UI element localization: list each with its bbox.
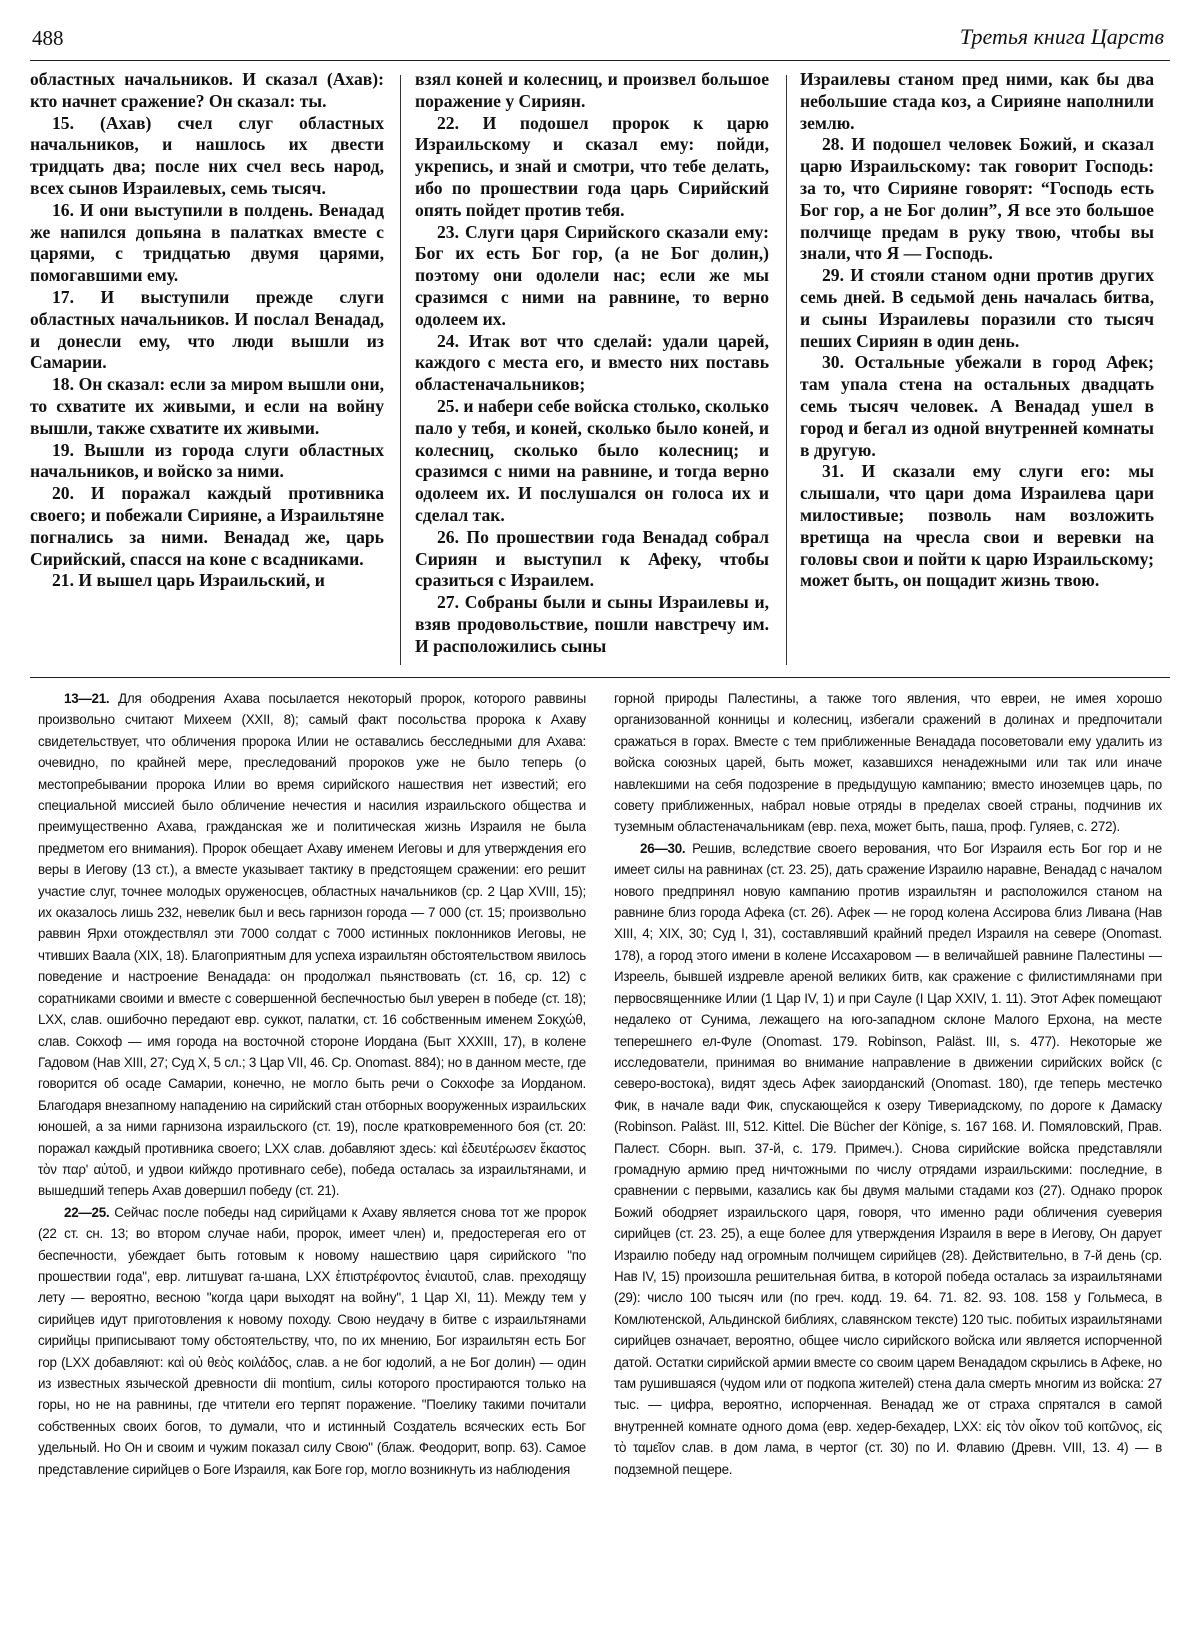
verse-paragraph: 26. По прошествии года Венадад собрал Сириян и выступил к Афеку, чтобы сразиться с Израилем. [415, 526, 769, 591]
column-divider [400, 75, 401, 665]
verse-paragraph: 16. И они выступили в полдень. Венадад же напился допьяна в палатках вместе с царями, с тридцатью двумя царями, помогавшими ему. [30, 199, 384, 286]
verse-paragraph: 19. Вышли из города слуги областных начальников, и войско за ними. [30, 439, 384, 482]
commentary-paragraph [38, 688, 586, 1202]
commentary-text: горной природы Палестины, а также того явления, что евреи, не имея хорошо организованной конницы и колесниц, избегали сражений в долинах и предпочитали сражаться в горах. Вместе с тем приближенные Венадада посоветовали ему удалить из войска союзных царей, быть может, казавшихся ненадежными или так или иначе навлекшими на себя подозрение в предыдущую кампанию; вместо иноземцев царь, по совету приближенных, набрал новые отряды в пределах своей страны, подчинив их туземным областеначальникам (евр. пеха, может быть, паша, проф. Гуляев, с. 272). [614, 691, 1162, 835]
running-title: Третья книга Царств [959, 24, 1164, 49]
verse-paragraph: 20. И поражал каждый противника своего; и побежали Сирияне, а Израильтяне погнались за ними. Венадад же, царь Сирийский, спасся на коне с всадниками. [30, 483, 384, 569]
verse-paragraph: областных начальников. И сказал (Ахав): кто начнет сражение? Он сказал: ты. [30, 69, 384, 111]
verse-paragraph: 30. Остальные убежали в город Афек; там упала стена на остальных двадцать семь тысяч человек. А Венадад ушел в город и бегал из одной внутренней комнаты в другую. [800, 352, 1154, 460]
verse-paragraph: 27. Собраны были и сыны Израилевы и, взяв продовольствие, пошли навстречу им. И расположились сыны [415, 592, 769, 656]
verse-paragraph: 23. Слуги царя Сирийского сказали ему: Бог их есть Бог гор, (а не Бог долин,) поэтому они одолели нас; если же мы сразимся с ними на равнине, то верно одолеем их. [415, 221, 769, 329]
verse-range-ref: 26—30. [640, 840, 686, 856]
verse-paragraph: 17. И выступили прежде слуги областных начальников. И послал Венадад, и донесли ему, что люди вышли из Самарии. [30, 286, 384, 373]
verse-paragraph: 31. И сказали ему слуги его: мы слышали, что цари дома Израилева цари милостивые; позволь нам возложить вретища на чресла свои и веревки на головы свои и пойти к царю Израильскому; может быть, он пощадит жизнь твою. [800, 461, 1154, 591]
verse-paragraph: 15. (Ахав) счел слуг областных начальников, и нашлось их двести тридцать два; после них счел весь народ, всех сынов Израилевых, семь тысяч. [30, 112, 384, 198]
commentary-paragraph [614, 688, 1162, 838]
commentary-text: Сейчас после победы над сирийцами к Ахаву является снова тот же пророк (22 ст. сн. 13; во втором случае наби, пророк, имеет член) и, предостерегая его от беспечности, убеждает быть готовым к новому нашествию царя сирийского "по прошествии года", евр. литшуват га-шана, LXX ἐπιστρέφοντος ἐνιαυτοῦ, слав. преходящу лету — вероятно, весною "когда цари выходят на войну", 1 Цар XI, 11). Между тем у сирийцев идут приготовления к новому походу. Свою неудачу в битве с израильтянами сирийцы приписывают тому обстоятельству, что, по их мнению, Бог израильтян есть Бог гор (LXX добавляют: καὶ οὐ θεὸς κοιλάδος, слав. а не бог юдолий, а не Бог долин) — один из известных языческой древности dii montium, силы которого простираются только на горы, но не на равнины, где чтители его терпят поражение. "Поелику такими почитали собственных своих богов, то думали, что и истинный Создатель всяческих есть Бог удельный. Но Он и своим и чужим показал силу Свою" (блаж. Феодорит, вопр. 63). Самое представление сирийцев о Боге Израиля, как Боге гор, могло возникнуть из наблюдения [38, 1204, 586, 1477]
text-column-2 [415, 69, 769, 669]
verse-paragraph: взял коней и колесниц, и произвел большое поражение у Сириян. [415, 69, 769, 111]
text-column-3 [800, 69, 1154, 669]
verse-paragraph: Израилевы станом пред ними, как бы два небольшие стада коз, а Сирияне наполнили землю. [800, 69, 1154, 133]
book-page [30, 20, 1170, 1620]
commentary-column-right [614, 688, 1162, 1618]
section-divider [30, 677, 1170, 678]
verse-paragraph: 18. Он сказал: если за миром вышли они, то схватите их живыми, и если на войну вышли, также схватите их живыми. [30, 374, 384, 438]
commentary-paragraph [614, 838, 1162, 1480]
page-number: 488 [32, 26, 64, 50]
running-header [30, 20, 1170, 61]
verse-paragraph: 21. И вышел царь Израильский, и [52, 570, 325, 591]
verse-paragraph: 29. И стояли станом одни против других семь дней. В седьмой день началась битва, и сыны Израилевы поразили сто тысяч пеших Сириян в один день. [800, 265, 1154, 351]
column-divider [786, 75, 787, 665]
verse-paragraph: 25. и набери себе войска столько, сколько пало у тебя, и коней, сколько было коней, и колесниц, сколько было колесниц; и сразимся с ними на равнине, и тогда верно одолеем их. И послушался он голоса их и сделал так. [415, 395, 769, 525]
scripture-text [30, 69, 1170, 669]
commentary-column-left [38, 688, 586, 1618]
commentary-section [30, 688, 1170, 1618]
verse-range-ref: 13—21. [64, 691, 110, 706]
verse-range-ref: 22—25. [64, 1204, 110, 1220]
verse-paragraph: 22. И подошел пророк к царю Израильскому и сказал ему: пойди, укрепись, и знай и смотри, что тебе делать, ибо по прошествии года царь Сирийский опять пойдет против тебя. [415, 112, 769, 220]
verse-paragraph: 24. Итак вот что сделай: удали царей, каждого с места его, и вместо них поставь областеначальников; [415, 330, 769, 395]
commentary-paragraph [38, 1202, 586, 1480]
text-column-1 [30, 69, 384, 669]
commentary-text: Решив, вследствие своего верования, что Бог Израиля есть Бог гор и не имеет силы на равнинах (ст. 23. 25), дать сражение Израилю наравне, Венадад с началом нового предпринял новую кампанию против израильтян и расположился станом на равнине близ города Афека (ст. 26). Афек — не город колена Ассирова близ Ливана (Нав XIII, 4; XIX, 30; Суд I, 31), составлявший крайний предел Израиля на севере (Onomast. 178), а город этого имени в колене Иссахаровом — в величайшей равнине Палестины — Изреель, бывшей издревле ареной великих битв, как сражение с филистимлянами при первосвященнике Илии (1 Цар IV, 1) и при Сауле (I Цар XXIV, 1. 11). Этот Афек помещают недалеко от Сунима, лежащего на юго-западном склоне Малого Ерхона, на месте теперешнего ел-Фуле (Onomast. 179. Robinson, Paläst. III, s. 477). Некоторые же исследователи, принимая во внимание направление в движении сирийских войск (с северо-востока), видят здесь Афек заиорданский (Onomast. 180), где теперь местечко Фик, в начале вади Фик, спускающейся к озеру Тивериадскому, по дороге к Дамаску (Robinson. Paläst. III, 512. Kittel. Die Bücher der Könige, s. 167 168. И. Помяловский, Прав. Палест. Сборн. вып. 37-й, с. 179. Примеч.). Снова сирийские войска представляли громадную армию пред ничтожными по числу отрядами израильскими: последние, в сравнении с первыми, казались как бы двумя малыми стадами коз (27). Однако пророк Божий ободряет израильского царя, говоря, что именно ради обличения суеверия сирийцев (ст. 23. 25), а еще более для утверждения Израиля в вере в Иегову, Он дарует Израилю победу над огромным полчищем сирийцев (28). Действительно, в 7-й день (ср. Нав IV, 15) произошла решительная битва, в которой победа осталась за израильтянами (29): число 100 тысяч или (по греч. кодд. 19. 64. 71. 82. 93. 108. 158 у Гольмеса, в Комлютенской, Альдинской библиях, славянском тексте) 120 тыс. побитых израильтянами сирийцев означает, вероятно, общее число сирийского войска или является испорченной датой. Остатки сирийской армии вместе со своим царем Венададом скрылись в Афеке, но там рушившаяся (чудом или от подкопа жителей) стена дала смерть многим из войска: 27 тыс. — цифра, вероятно, испорченная. Венадад же от страха спрятался в самой внутренней комнате одного дома (евр. хедер-бехадер, LXX: εἰς τὸν οἶκον τοῦ κοιτῶνος, εἰς τὸ ταμεῖον слав. в дом лама, в чертог (ст. 30) по И. Флавию (Древн. VIII, 13. 4) — в подземной пещере. [614, 840, 1162, 1477]
verse-paragraph: 28. И подошел человек Божий, и сказал царю Израильскому: так говорит Господь: за то, что Сирияне говорят: “Господь есть Бог гор, а не Бог долин”, Я все это большое полчище предам в руку твою, чтобы вы знали, что Я — Господь. [800, 134, 1154, 264]
commentary-text: Для ободрения Ахава посылается некоторый пророк, которого раввины произвольно считают Михеем (XXII, 8); самый факт посольства пророка к Ахаву свидетельствует, что обличения пророка Илии не оставались бесследными для Ахава: очевидно, по крайней мере, преследований пророков уже не было теперь (о местопребывании пророка Илии во время сирийского нашествия нет известий; его специальной миссией было обличение нечестия и насилия израильского общества и преимущественно Ахава, гражданская же и политическая жизнь Израиля не была предметом его внимания). Пророк обещает Ахаву именем Иеговы и для утверждения его веры в Иегову (13 ст.), а вместе указывает тактику в предстоящем сражении: его решит участие слуг, точнее молодых оруженосцев, областных начальников (ср. 2 Цар XVIII, 15); их оказалось лишь 232, невелик был и весь гарнизон города — 7 000 (ст. 15; произвольно раввин Ярхи отождествлял эти 7000 солдат с 7000 истинных поклонников Иеговы, не чтивших Ваала (XIX, 18). Благоприятным для успеха израильтян обстоятельством явилось поведение и настроение Венадада: он продолжал пьянствовать (ст. 16, ср. 12) с соратниками своими и вместе с совершенной беспечностью был уверен в победе (ст. 18); LXX, слав. ошибочно передают евр. суккот, палатки, ст. 16 собственным именем Σοκχώθ, слав. Сокхоф — имя города на восточной стороне Иордана (Быт XXXIII, 17), в колене Гадовом (Нав XIII, 27; Суд X, 5 сл.; 3 Цар VII, 46. Ср. Onomast. 884); но в данном месте, где говорится об осаде Самарии, конечно, не могло быть речи о Сокхофе за Иорданом. Благодаря внезапному нападению на сирийский стан отборных вооруженных израильских юношей, а за ними гарнизона израильского (ст. 19), после кратковременного боя (ст. 20: поражал каждый противника своего; LXX слав. добавляют здесь: καὶ ἐδευτέρωσεν ἕκαστος τὸν παρ' αὐτοῦ, и удвои кийждо противнаго себе), победа осталась за израильтянами, и вышедший теперь Ахав довершил победу (ст. 21). [38, 691, 586, 1199]
